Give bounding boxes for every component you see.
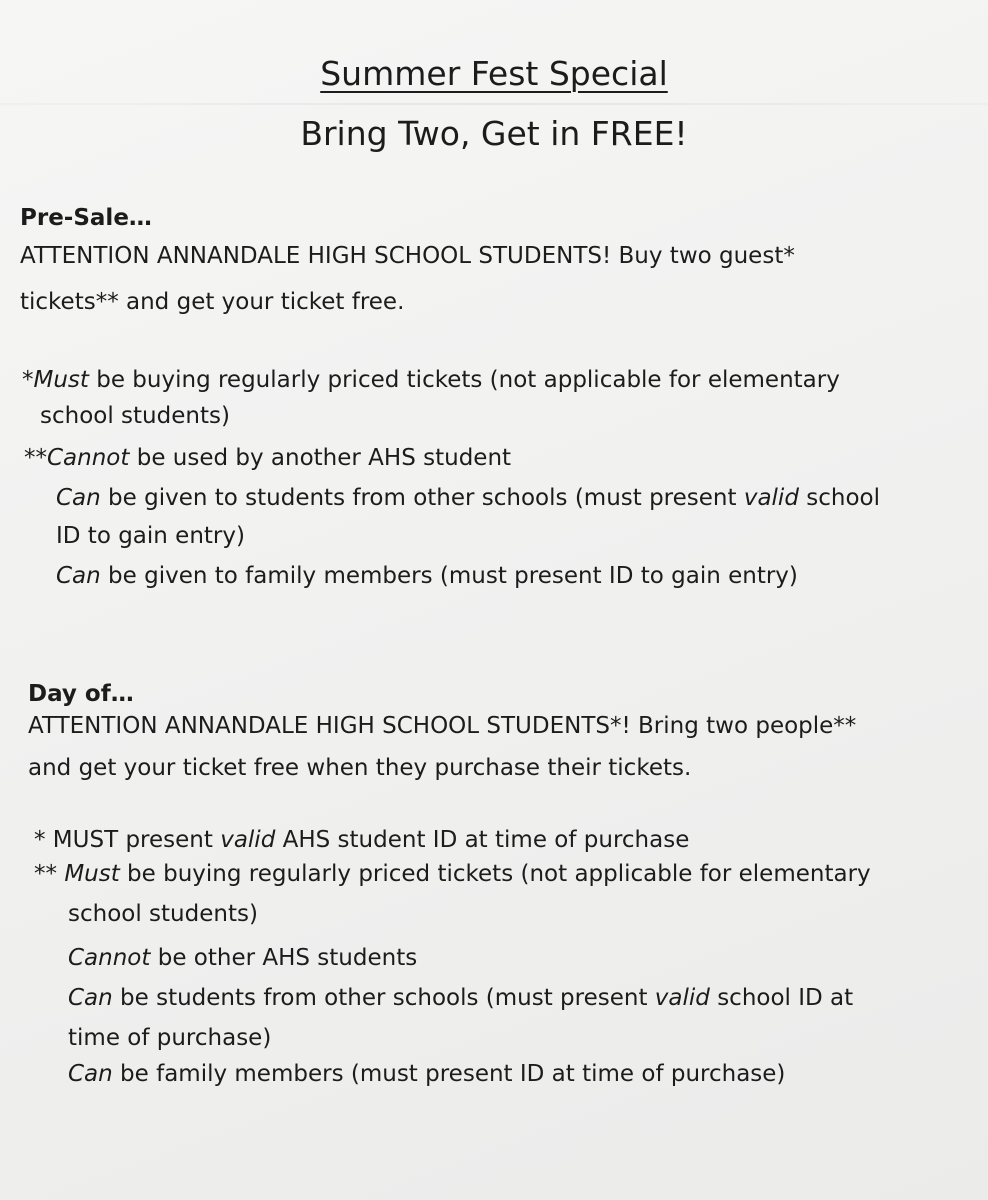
dayof-note-5: Can be family members (must present ID at time of purchase) bbox=[68, 1061, 786, 1087]
dayof-note-3: Cannot be other AHS students bbox=[68, 945, 418, 971]
paper-fold-line bbox=[0, 103, 988, 105]
dayof-intro-line2: and get your ticket free when they purchase their tickets. bbox=[28, 755, 692, 781]
presale-note-1: *Must be buying regularly priced tickets (not applicable for elementary bbox=[22, 367, 840, 393]
dayof-note-2: ** Must be buying regularly priced tickets (not applicable for elementary bbox=[34, 861, 871, 887]
flyer-subtitle: Bring Two, Get in FREE! bbox=[300, 114, 688, 153]
flyer-title: Summer Fest Special bbox=[320, 54, 668, 93]
dayof-heading: Day of… bbox=[28, 681, 134, 707]
presale-note-3-cont: ID to gain entry) bbox=[56, 523, 245, 549]
dayof-note-4: Can be students from other schools (must present valid school ID at bbox=[68, 985, 854, 1011]
presale-heading: Pre-Sale… bbox=[20, 205, 152, 231]
dayof-intro-line1: ATTENTION ANNANDALE HIGH SCHOOL STUDENTS*! Bring two people** bbox=[28, 713, 857, 739]
presale-intro-line2: tickets** and get your ticket free. bbox=[20, 289, 405, 315]
presale-note-1-cont: school students) bbox=[40, 403, 230, 429]
presale-intro-line1: ATTENTION ANNANDALE HIGH SCHOOL STUDENTS! Buy two guest* bbox=[20, 243, 795, 269]
presale-note-2: **Cannot be used by another AHS student bbox=[24, 445, 512, 471]
dayof-note-2-cont: school students) bbox=[68, 901, 258, 927]
presale-note-4: Can be given to family members (must present ID to gain entry) bbox=[56, 563, 798, 589]
dayof-note-4-cont: time of purchase) bbox=[68, 1025, 272, 1051]
presale-note-3: Can be given to students from other schools (must present valid school bbox=[56, 485, 880, 511]
dayof-note-1: * MUST present valid AHS student ID at time of purchase bbox=[34, 827, 690, 853]
